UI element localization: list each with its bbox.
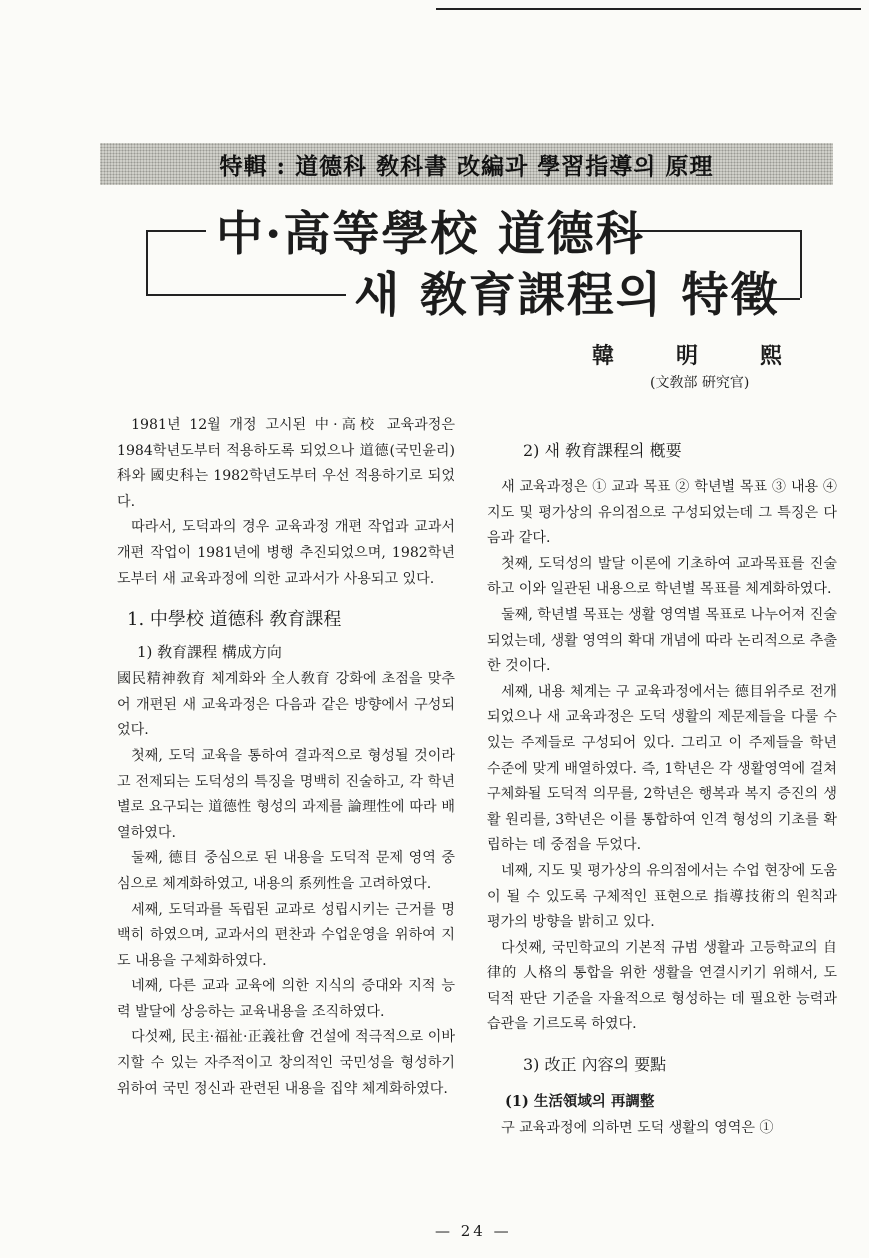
paragraph: 네째, 지도 및 평가상의 유의점에서는 수업 현장에 도움이 될 수 있도록 구체적인 표현으로 指導技術의 원칙과 평가의 방향을 밝히고 있다. <box>487 862 842 931</box>
page-number: — 24 — <box>435 1222 512 1240</box>
paragraph: 새 교육과정은 ① 교과 목표 ② 학년별 목표 ③ 내용 ④ 지도 및 평가상의 유의점으로 구성되었는데 그 특징은 다음과 같다. <box>487 479 842 547</box>
paragraph: 둘째, 德目 중심으로 된 내용을 도덕적 문제 영역 중심으로 체계화하였고, 내용의 系列性을 고려하였다. <box>117 850 455 892</box>
paragraph: 둘째, 학년별 목표는 생활 영역별 목표로 나누어져 진술되었는데, 생활 영역의 확대 개념에 따라 논리적으로 추출한 것이다. <box>487 606 837 675</box>
subsubsection-heading: (1) 生活領域의 再調整 <box>505 1093 655 1111</box>
right-column <box>487 434 842 1142</box>
paragraph: 구 교육과정에 의하면 도덕 생활의 영역은 ① <box>501 1120 774 1137</box>
left-column <box>117 413 460 1102</box>
paragraph: 따라서, 도덕과의 경우 교육과정 개편 작업과 교과서 개편 작업이 1981년에 병행 추진되었으며, 1982학년도부터 새 교육과정에 의한 교과서가 사용되고 있다. <box>117 519 460 587</box>
paragraph: 다섯째, 국민학교의 기본적 규범 생활과 고등학교의 自律的 人格의 통합을 위한 생활을 연결시키기 위해서, 도덕적 판단 기준을 자율적으로 형성하는 데 필요한 능력과 습관을 기르도록 하였다. <box>487 939 842 1033</box>
article-title-line2: 새 敎育課程의 特徵 <box>354 268 780 323</box>
subsection-heading: 1) 敎育課程 構成方向 <box>137 643 282 662</box>
feature-banner <box>100 143 833 185</box>
paragraph: 첫째, 도덕 교육을 통하여 결과적으로 형성될 것이라고 전제되는 도덕성의 특징을 명백히 진술하고, 각 학년별로 요구되는 道德性 형성의 과제를 論理性에 따라 배열하였다. <box>117 747 455 841</box>
paragraph: 國民精神敎育 체계화와 全人敎育 강화에 초점을 맞추어 개편된 새 교육과정은 다음과 같은 방향에서 구성되었다. <box>117 671 455 739</box>
author-affiliation: (文敎部 硏究官) <box>650 375 750 391</box>
paragraph: 첫째, 도덕성의 발달 이론에 기초하여 교과목표를 진술하고 이와 일관된 내용으로 학년별 목표를 체계화하였다. <box>487 555 837 598</box>
paragraph: 1981년 12월 개정 고시된 中·高校 교육과정은 1984학년도부터 적용하도록 되었으나 道德(국민윤리)科와 國史科는 1982학년도부터 우선 적용하기로 되었다. <box>117 417 460 510</box>
subsection-heading: 2) 새 敎育課程의 槪要 <box>523 441 682 460</box>
top-rule <box>436 8 861 10</box>
paragraph: 세째, 도덕과를 독립된 교과로 성립시키는 근거를 명백히 하였으며, 교과서의 편찬과 수업운영을 위하여 지도 내용을 구체화하였다. <box>117 901 455 969</box>
title-frame-left-upper <box>146 230 206 294</box>
banner-text: 特輯 : 道德科 敎科書 改編과 學習指導의 原理 <box>219 152 714 180</box>
subsection-heading: 3) 改正 內容의 要點 <box>523 1055 667 1075</box>
title-frame-left-lower <box>146 294 346 296</box>
author-name: 韓明熙 <box>592 343 845 369</box>
paragraph: 네째, 다른 교과 교육에 의한 지식의 증대와 지적 능력 발달에 상응하는 교육내용을 조직하였다. <box>117 978 455 1020</box>
article-title-line1: 中·高等學校 道德科 <box>216 207 645 262</box>
paragraph: 세째, 내용 체계는 구 교육과정에서는 德目위주로 전개되었으나 새 교육과정은 도덕 생활의 제문제들을 다룰 수 있는 주제들로 구성되어 있다. 그리고 이 주제들을 학년 수준에 맞게 배열하였다. 즉, 1학년은 각 생활영역에 걸쳐 구체화될 도덕적 의무를, 2학년은 행복과 복지 증진의 생활 원리를, 3학년은 이를 통합하여 인격 형성의 기초를 확립하는 데 중점을 두었다. <box>487 683 842 854</box>
paragraph: 다섯째, 民主·福祉·正義社會 건설에 적극적으로 이바지할 수 있는 자주적이고 창의적인 국민성을 형성하기 위하여 국민 정신과 관련된 내용을 집약 체계화하였다. <box>117 1029 460 1097</box>
section-heading: 1. 中學校 道德科 敎育課程 <box>127 609 342 631</box>
